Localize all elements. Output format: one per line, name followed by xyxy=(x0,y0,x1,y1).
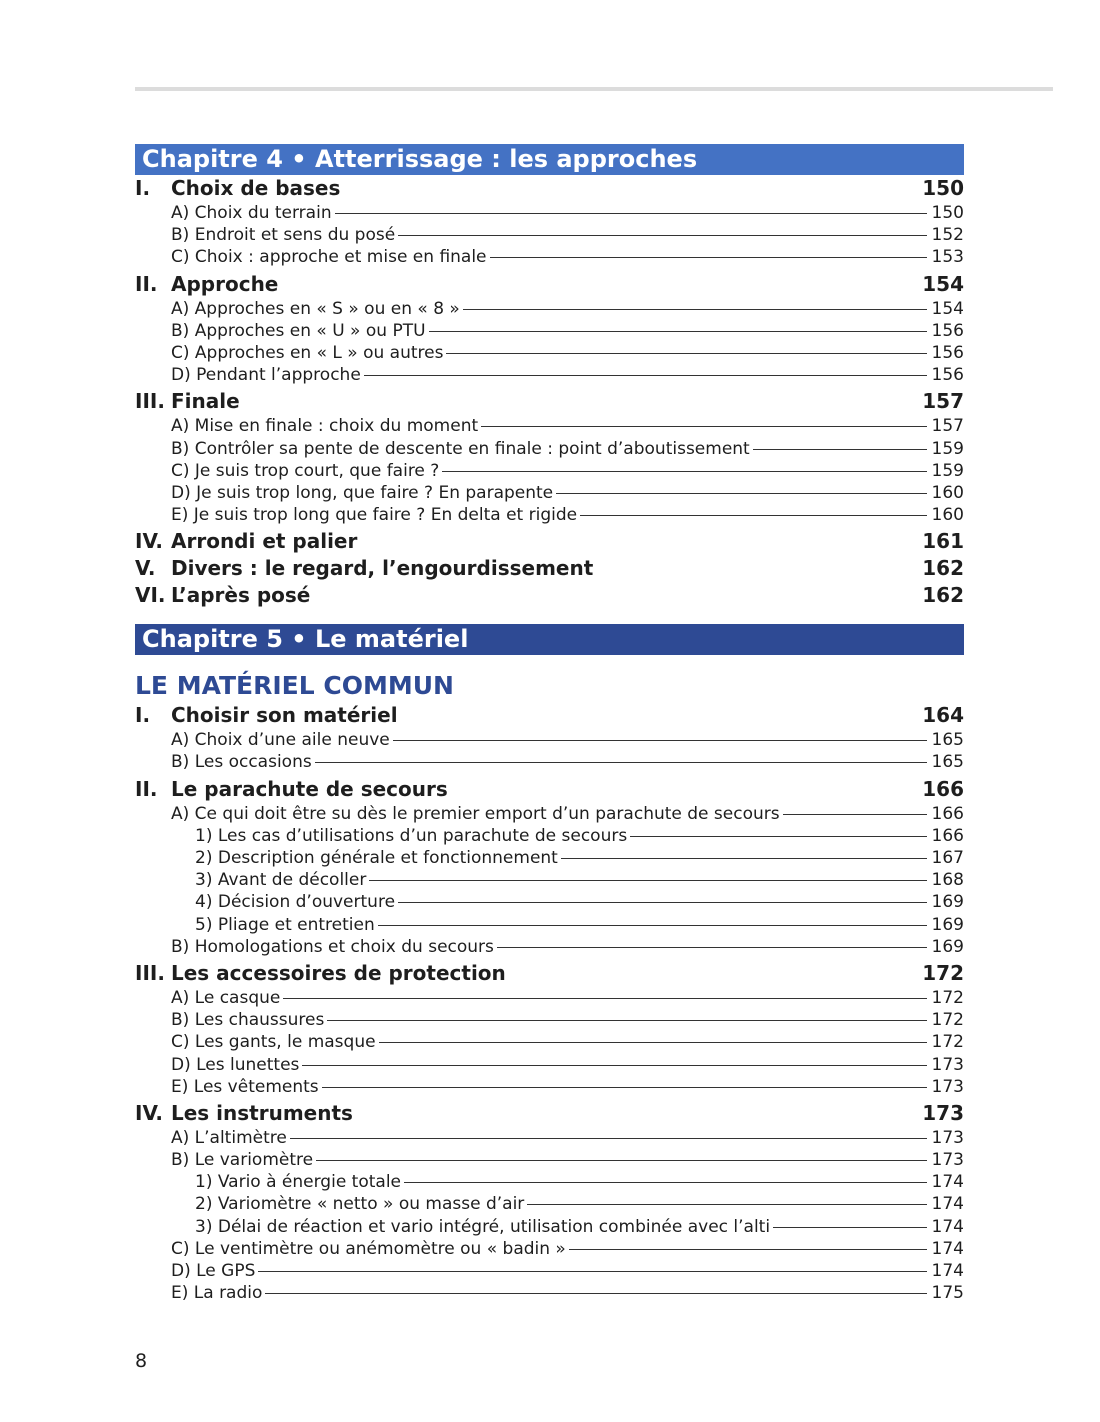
entry-page: 156 xyxy=(931,342,964,363)
entry-title: B) Les occasions xyxy=(171,752,312,773)
section-number: II. xyxy=(135,271,158,296)
toc-entry xyxy=(135,342,964,364)
toc-entry xyxy=(135,1282,964,1304)
leader-line xyxy=(446,353,927,354)
section-title: L’après posé xyxy=(171,583,311,608)
toc-entry xyxy=(135,1149,964,1171)
entry-title: E) La radio xyxy=(171,1283,263,1304)
entry-title: 5) Pliage et entretien xyxy=(195,914,375,935)
entry-page: 166 xyxy=(931,803,964,824)
entry-title: A) Ce qui doit être su dès le premier emport d’un parachute de secours xyxy=(171,803,780,824)
section-number: II. xyxy=(135,776,158,801)
section-title: Les instruments xyxy=(171,1100,353,1125)
entry-page: 156 xyxy=(931,320,964,341)
toc-entry xyxy=(135,1260,964,1282)
entry-title: D) Je suis trop long, que faire ? En parapente xyxy=(171,482,554,503)
section-title: Choisir son matériel xyxy=(171,703,398,728)
leader-line xyxy=(429,331,927,332)
entry-page: 159 xyxy=(931,460,964,481)
entry-page: 174 xyxy=(931,1172,964,1193)
section-title: Choix de bases xyxy=(171,176,341,200)
section-page: 157 xyxy=(922,389,964,414)
entry-page: 174 xyxy=(931,1194,964,1215)
section-title: Arrondi et palier xyxy=(171,529,358,554)
entry-title: 1) Les cas d’utilisations d’un parachute de secours xyxy=(195,825,628,846)
section-number: III. xyxy=(135,960,165,985)
leader-line xyxy=(527,1204,927,1205)
leader-line xyxy=(290,1138,927,1139)
toc-entry xyxy=(135,1031,964,1053)
toc-entry xyxy=(135,1216,964,1238)
leader-line xyxy=(379,1042,927,1043)
toc-entry xyxy=(135,914,964,936)
entry-page: 173 xyxy=(931,1127,964,1148)
section-number: I. xyxy=(135,703,151,728)
entry-page: 174 xyxy=(931,1216,964,1237)
toc-entry xyxy=(135,1076,964,1098)
toc-entry xyxy=(135,364,964,386)
entry-title: A) Choix d’une aile neuve xyxy=(171,730,390,751)
leader-line xyxy=(630,836,927,837)
entry-page: 173 xyxy=(931,1054,964,1075)
spacer xyxy=(135,1304,964,1306)
entry-title: C) Je suis trop court, que faire ? xyxy=(171,460,440,481)
entry-page: 154 xyxy=(931,298,964,319)
section-title: Le parachute de secours xyxy=(171,776,448,801)
section-title: Finale xyxy=(171,389,240,414)
entry-page: 169 xyxy=(931,892,964,913)
entry-title: A) Mise en finale : choix du moment xyxy=(171,416,479,437)
entry-page: 165 xyxy=(931,730,964,751)
leader-line xyxy=(378,925,927,926)
leader-line xyxy=(393,740,927,741)
leader-line xyxy=(335,213,927,214)
entry-title: 3) Délai de réaction et vario intégré, utilisation combinée avec l’alti xyxy=(195,1216,771,1237)
toc-entry xyxy=(135,298,964,320)
section-title: Les accessoires de protection xyxy=(171,960,506,985)
section-page: 166 xyxy=(922,776,964,801)
leader-line xyxy=(315,762,927,763)
entry-page: 172 xyxy=(931,1010,964,1031)
toc-entry xyxy=(135,438,964,460)
entry-title: A) L’altimètre xyxy=(171,1127,287,1148)
entry-title: C) Le ventimètre ou anémomètre ou « badin » xyxy=(171,1238,566,1259)
leader-line xyxy=(463,309,927,310)
toc-entry xyxy=(135,1238,964,1260)
entry-page: 167 xyxy=(931,848,964,868)
section-number: V. xyxy=(135,556,156,581)
section-number: VI. xyxy=(135,583,166,608)
toc-entry xyxy=(135,246,964,268)
entry-page: 156 xyxy=(931,365,964,386)
toc-entry xyxy=(135,504,964,526)
toc-entry xyxy=(135,729,964,751)
entry-title: A) Le casque xyxy=(171,987,281,1008)
section-number: IV. xyxy=(135,1100,163,1125)
leader-line xyxy=(490,257,927,258)
toc-entry xyxy=(135,825,964,847)
section-number: I. xyxy=(135,176,151,200)
toc-entry xyxy=(135,202,964,224)
entry-page: 160 xyxy=(931,505,964,526)
leader-line xyxy=(322,1087,927,1088)
toc-entry xyxy=(135,415,964,437)
page-number: 8 xyxy=(135,1350,148,1372)
entry-page: 153 xyxy=(931,247,964,268)
section-page: 150 xyxy=(922,176,964,200)
toc-entry xyxy=(135,482,964,504)
leader-line xyxy=(265,1293,927,1294)
entry-title: C) Approches en « L » ou autres xyxy=(171,342,444,363)
entry-title: E) Les vêtements xyxy=(171,1076,319,1097)
toc-entry xyxy=(135,1193,964,1215)
leader-line xyxy=(783,814,927,815)
toc-section xyxy=(135,1100,964,1127)
section-heading: LE MATÉRIEL COMMUN xyxy=(135,671,454,701)
entry-page: 172 xyxy=(931,987,964,1008)
entry-title: 4) Décision d’ouverture xyxy=(195,892,396,913)
toc-entry xyxy=(135,1127,964,1149)
chapter-title-bar: Chapitre 5 • Le matériel xyxy=(135,624,964,655)
entry-title: B) Approches en « U » ou PTU xyxy=(171,320,426,341)
entry-title: B) Contrôler sa pente de descente en finale : point d’aboutissement xyxy=(171,438,750,459)
entry-title: C) Les gants, le masque xyxy=(171,1032,376,1053)
entry-page: 150 xyxy=(931,203,964,223)
entry-page: 159 xyxy=(931,438,964,459)
toc-entry xyxy=(135,1171,964,1193)
section-page: 173 xyxy=(922,1100,964,1125)
leader-line xyxy=(556,493,927,494)
toc-section xyxy=(135,582,964,609)
section-number: III. xyxy=(135,389,165,414)
section-title: Approche xyxy=(171,271,279,296)
section-number: IV. xyxy=(135,529,163,554)
entry-title: 1) Vario à énergie totale xyxy=(195,1172,402,1193)
leader-line xyxy=(364,375,927,376)
entry-title: B) Endroit et sens du posé xyxy=(171,225,396,246)
table-of-contents xyxy=(135,144,964,1306)
toc-section xyxy=(135,271,964,298)
leader-line xyxy=(302,1065,927,1066)
section-page: 162 xyxy=(922,556,964,581)
leader-line xyxy=(497,947,927,948)
entry-page: 175 xyxy=(931,1283,964,1304)
toc-entry xyxy=(135,869,964,891)
toc-section xyxy=(135,776,964,803)
top-rule xyxy=(135,87,1053,91)
section-page: 164 xyxy=(922,703,964,728)
entry-title: 3) Avant de décoller xyxy=(195,870,367,891)
leader-line xyxy=(283,998,927,999)
leader-line xyxy=(316,1160,927,1161)
toc-entry xyxy=(135,1009,964,1031)
entry-page: 174 xyxy=(931,1261,964,1281)
toc-section xyxy=(135,388,964,415)
leader-line xyxy=(773,1227,927,1228)
section-page: 172 xyxy=(922,960,964,985)
leader-line xyxy=(398,235,927,236)
entry-title: C) Choix : approche et mise en finale xyxy=(171,247,487,268)
entry-page: 157 xyxy=(931,416,964,437)
leader-line xyxy=(404,1182,927,1183)
toc-section xyxy=(135,702,964,729)
leader-line xyxy=(561,858,927,859)
leader-line xyxy=(398,902,927,903)
entry-page: 173 xyxy=(931,1150,964,1171)
toc-section xyxy=(135,555,964,582)
entry-title: 2) Description générale et fonctionnement xyxy=(195,848,558,868)
entry-title: D) Le GPS xyxy=(171,1261,256,1281)
section-page: 154 xyxy=(922,271,964,296)
toc-entry xyxy=(135,803,964,825)
section-page: 162 xyxy=(922,583,964,608)
toc-entry xyxy=(135,460,964,482)
entry-page: 169 xyxy=(931,936,964,957)
entry-page: 160 xyxy=(931,482,964,503)
toc-section xyxy=(135,960,964,987)
leader-line xyxy=(481,426,927,427)
entry-page: 172 xyxy=(931,1032,964,1053)
entry-page: 165 xyxy=(931,752,964,773)
toc-entry xyxy=(135,224,964,246)
toc-entry xyxy=(135,320,964,342)
toc-entry xyxy=(135,751,964,773)
entry-page: 166 xyxy=(931,825,964,846)
entry-page: 173 xyxy=(931,1076,964,1097)
entry-title: E) Je suis trop long que faire ? En delta et rigide xyxy=(171,505,578,526)
toc-entry xyxy=(135,936,964,958)
leader-line xyxy=(369,880,927,881)
toc-section xyxy=(135,528,964,555)
entry-title: B) Homologations et choix du secours xyxy=(171,936,494,957)
entry-page: 174 xyxy=(931,1238,964,1259)
leader-line xyxy=(442,471,927,472)
section-title: Divers : le regard, l’engourdissement xyxy=(171,556,594,581)
toc-entry xyxy=(135,987,964,1009)
toc-entry xyxy=(135,891,964,913)
leader-line xyxy=(753,449,927,450)
entry-title: B) Le variomètre xyxy=(171,1150,314,1171)
entry-page: 168 xyxy=(931,870,964,891)
leader-line xyxy=(327,1020,927,1021)
entry-title: B) Les chaussures xyxy=(171,1010,325,1031)
toc-section xyxy=(135,175,964,202)
leader-line xyxy=(569,1249,927,1250)
leader-line xyxy=(258,1271,927,1272)
leader-line xyxy=(580,515,927,516)
chapter-title-bar: Chapitre 4 • Atterrissage : les approches xyxy=(135,144,964,175)
entry-page: 169 xyxy=(931,914,964,935)
toc-entry xyxy=(135,1054,964,1076)
entry-title: A) Choix du terrain xyxy=(171,203,332,223)
entry-title: 2) Variomètre « netto » ou masse d’air xyxy=(195,1194,525,1215)
entry-title: A) Approches en « S » ou en « 8 » xyxy=(171,298,460,319)
entry-title: D) Pendant l’approche xyxy=(171,365,361,386)
toc-entry xyxy=(135,847,964,869)
section-page: 161 xyxy=(922,529,964,554)
entry-page: 152 xyxy=(931,225,964,246)
entry-title: D) Les lunettes xyxy=(171,1054,300,1075)
